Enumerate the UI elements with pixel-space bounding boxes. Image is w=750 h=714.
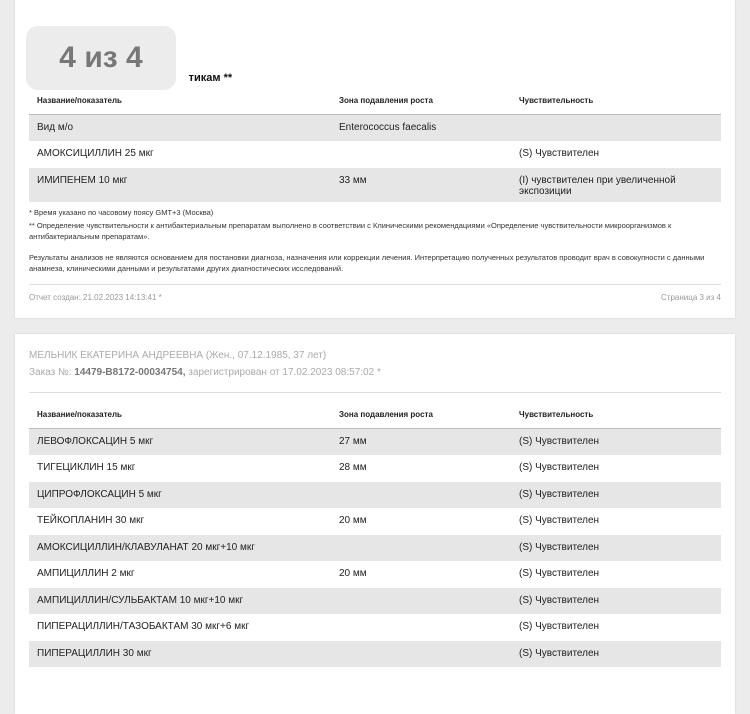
cell-sensitivity: (S) Чувствителен [511, 641, 721, 668]
cell-name: Вид м/о [29, 115, 331, 142]
footer-divider [29, 284, 721, 285]
cell-name: АМПИЦИЛЛИН 2 мкг [37, 568, 135, 579]
cell-sensitivity: (S) Чувствителен [519, 148, 600, 159]
cell-sensitivity: (S) Чувствителен [511, 588, 721, 615]
cell-name: ПИПЕРАЦИЛЛИН 30 мкг [29, 641, 331, 668]
cell-name: ЛЕВОФЛОКСАЦИН 5 мкг [29, 429, 331, 456]
report-page-4 [15, 334, 735, 714]
col-header-name: Название/показатель [29, 410, 331, 429]
cell-name: ПИПЕРАЦИЛЛИН/ТАЗОБАКТАМ 30 мкг+6 мкг [37, 621, 250, 632]
cell-zone: Enterococcus faecalis [331, 115, 511, 142]
header-divider [29, 392, 721, 393]
table-row [29, 641, 721, 668]
cell-sensitivity: (S) Чувствителен [519, 568, 600, 579]
cell-name: ИМИПЕНЕМ 10 мкг [29, 168, 331, 202]
table-row [29, 535, 721, 562]
cell-zone: 28 мм [339, 462, 367, 473]
table-row [29, 429, 721, 456]
col-header-sensitivity: Чувствительность [511, 96, 721, 115]
table-row [29, 588, 721, 615]
note-timezone: * Время указано по часовому поясу GMT+3 (Москва) [29, 208, 214, 217]
cell-zone [331, 482, 511, 509]
table-row [29, 168, 721, 202]
cell-sensitivity: (S) Чувствителен [519, 515, 600, 526]
table-row [29, 141, 721, 168]
cell-sensitivity [511, 115, 721, 142]
patient-info: МЕЛЬНИК ЕКАТЕРИНА АНДРЕЕВНА (Жен., 07.12.1985, 37 лет) [29, 350, 327, 361]
cell-zone: 33 мм [331, 168, 511, 202]
cell-sensitivity: (I) чувствителен при увеличенной экспозиции [511, 168, 721, 202]
report-created: Отчет создан: 21.02.2023 14:13:41 * [29, 293, 162, 302]
cell-zone: 20 мм [339, 568, 367, 579]
table-row [29, 482, 721, 509]
cell-sensitivity: (S) Чувствителен [511, 429, 721, 456]
order-info [29, 367, 381, 378]
cell-zone [331, 588, 511, 615]
table-row [29, 115, 721, 142]
order-label: Заказ №: [29, 367, 72, 378]
order-number: 14479-B8172-00034754, [74, 367, 186, 378]
disclaimer-text: Результаты анализов не являются основанием для постановки диагноза, назначения или коррекции лечения. Интерпретацию полученных результатов проводит врач в совокупности с данными анамнеза, клиническими данными и результатами других диагностических исследований. [29, 253, 705, 273]
cell-name: ТЕЙКОПЛАНИН 30 мкг [37, 515, 145, 526]
cell-name: ТИГЕЦИКЛИН 15 мкг [37, 462, 136, 473]
table-row [29, 455, 721, 482]
cell-sensitivity: (S) Чувствителен [511, 482, 721, 509]
col-header-name: Название/показатель [29, 96, 331, 115]
table-row [29, 508, 721, 535]
cell-name: АМОКСИЦИЛЛИН 25 мкг [37, 148, 154, 159]
cell-zone: 20 мм [339, 515, 367, 526]
cell-sensitivity: (S) Чувствителен [519, 621, 600, 632]
cell-zone [331, 641, 511, 668]
cell-zone [331, 614, 511, 641]
cell-name: АМПИЦИЛЛИН/СУЛЬБАКТАМ 10 мкг+10 мкг [29, 588, 331, 615]
order-registered: зарегистрирован от 17.02.2023 08:57:02 * [188, 367, 381, 378]
cell-zone [331, 535, 511, 562]
cell-name: АМОКСИЦИЛЛИН/КЛАВУЛАНАТ 20 мкг+10 мкг [29, 535, 331, 562]
cell-sensitivity: (S) Чувствителен [511, 535, 721, 562]
image-counter-badge: 4 из 4 [26, 26, 176, 90]
note-method: ** Определение чувствительности к антибактериальным препаратам выполнено в соответствии с Клиническими рекомендациями «Определение чувствительности микроорганизмов к антибактериальным препаратам». [29, 221, 672, 241]
cell-name: ЦИПРОФЛОКСАЦИН 5 мкг [29, 482, 331, 509]
cell-zone [331, 141, 511, 168]
col-header-zone: Зона подавления роста [331, 410, 511, 429]
cell-sensitivity: (S) Чувствителен [519, 462, 600, 473]
col-header-sensitivity: Чувствительность [511, 410, 721, 429]
col-header-zone: Зона подавления роста [331, 96, 511, 115]
table-row [29, 561, 721, 588]
sensitivity-table-2 [29, 410, 721, 667]
sensitivity-table-1 [29, 96, 721, 202]
section-title-end: тикам ** [188, 72, 233, 84]
cell-zone: 27 мм [331, 429, 511, 456]
table-row [29, 614, 721, 641]
page-number: Страница 3 из 4 [661, 293, 721, 302]
